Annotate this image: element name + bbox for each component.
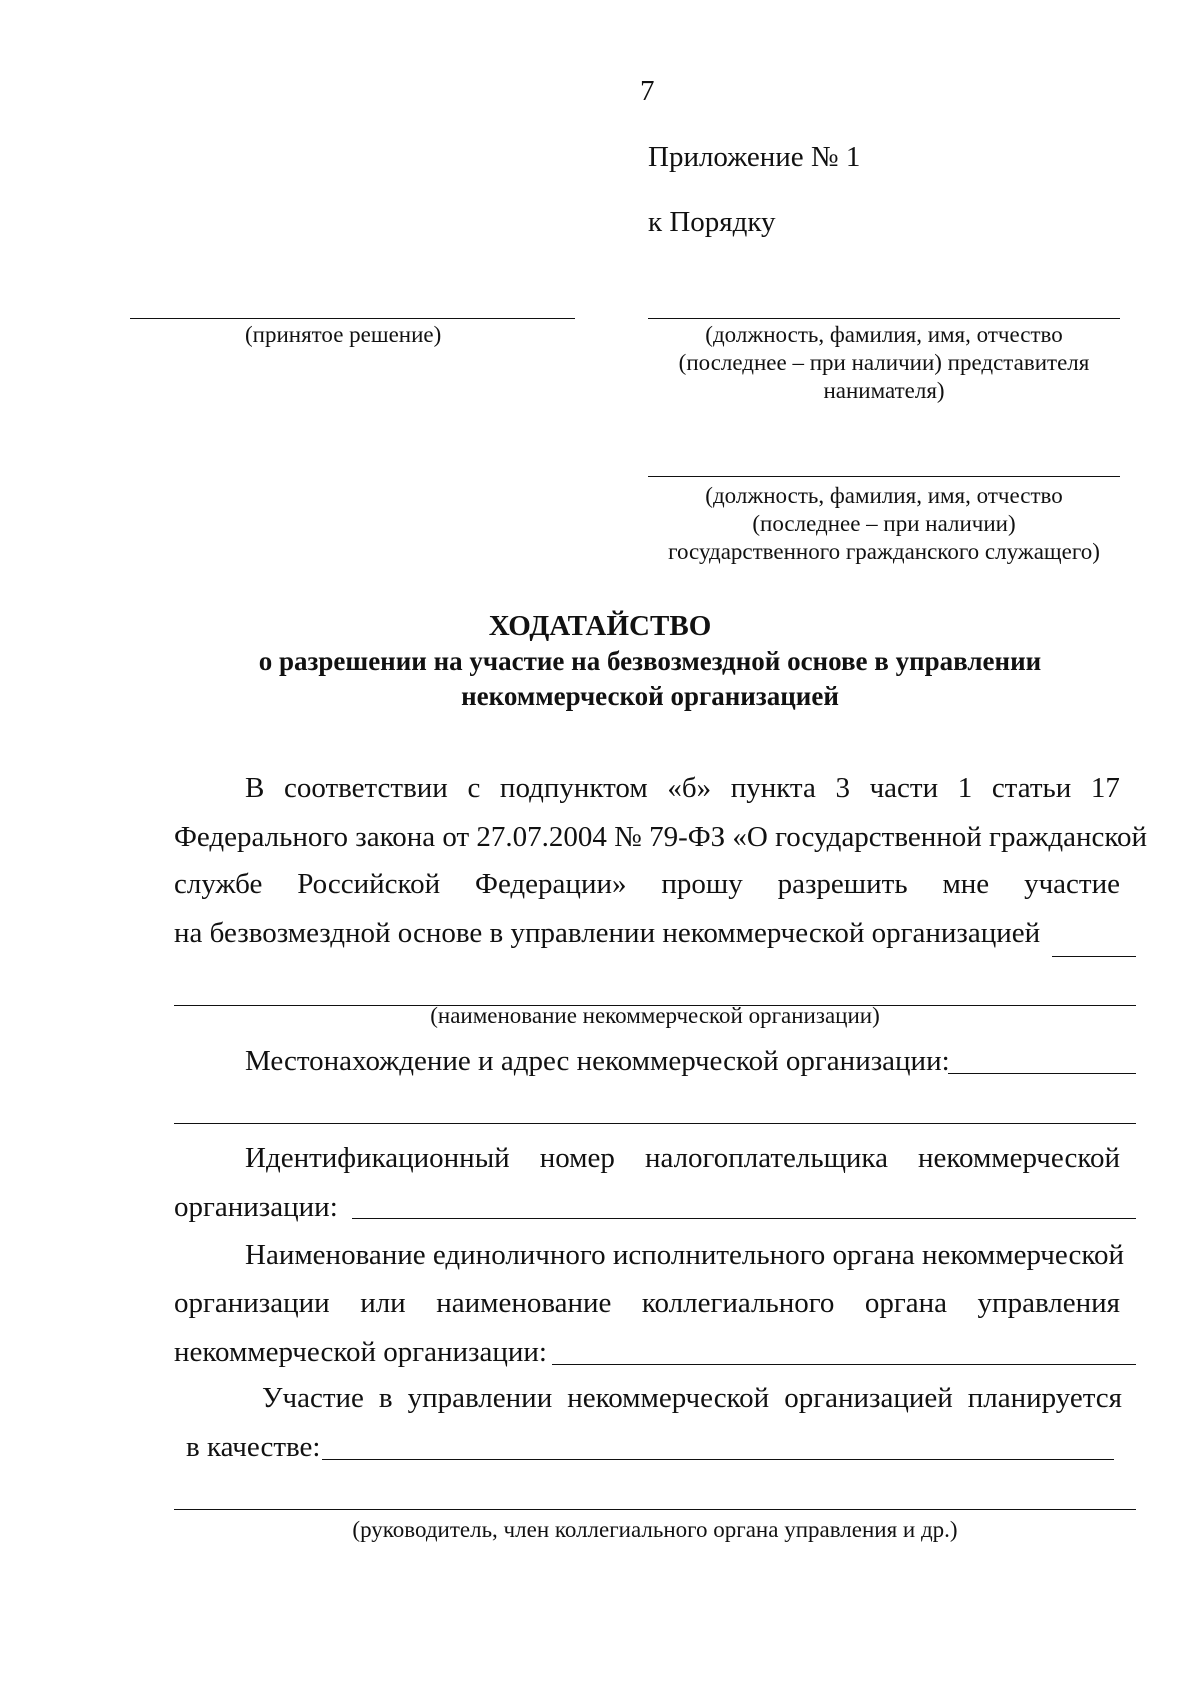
word: управления <box>977 1287 1120 1319</box>
role-caption: (руководитель, член коллегиального органа управления и др.) <box>352 1517 958 1542</box>
word: пункта <box>730 772 816 804</box>
word: организации <box>174 1287 330 1319</box>
word: 1 <box>957 772 973 804</box>
word: части <box>869 772 939 804</box>
word: разрешить <box>777 868 908 900</box>
word: службе <box>174 868 263 900</box>
participation-line-1 <box>262 1382 1122 1415</box>
role-field-start[interactable] <box>322 1459 1114 1460</box>
civil-servant-caption-line: (последнее – при наличии) <box>752 511 1016 536</box>
word: мне <box>942 868 990 900</box>
word: некоммерческой <box>567 1382 770 1414</box>
paragraph-1-line-3 <box>174 868 1120 901</box>
decision-caption: (принятое решение) <box>245 322 442 347</box>
word: Федерации» <box>475 868 627 900</box>
word: налогоплательщика <box>644 1142 888 1174</box>
word: планируется <box>967 1382 1122 1414</box>
word: В <box>245 772 265 804</box>
employer-rep-caption-line: (должность, фамилия, имя, отчество <box>705 322 1063 347</box>
employer-rep-caption <box>648 321 1120 405</box>
employer-rep-line <box>648 318 1120 319</box>
decision-line <box>130 318 575 319</box>
word: 17 <box>1090 772 1120 804</box>
civil-servant-caption-line: государственного гражданского служащего) <box>668 539 1100 564</box>
inn-field[interactable] <box>352 1218 1136 1219</box>
document-subtitle-2: некоммерческой организацией <box>461 681 839 711</box>
appendix-title: Приложение № 1 <box>648 141 861 173</box>
word: органа <box>864 1287 948 1319</box>
org-name-field-start[interactable] <box>1052 956 1136 957</box>
exec-line-1: Наименование единоличного исполнительного органа некоммерческой <box>245 1239 1124 1271</box>
civil-servant-caption <box>648 482 1120 566</box>
inn-line-2: организации: <box>174 1191 338 1223</box>
employer-rep-caption-line: нанимателя) <box>823 378 945 403</box>
word: организацией <box>784 1382 953 1414</box>
word: наименование <box>436 1287 612 1319</box>
document-subtitle-1: о разрешении на участие на безвозмездной основе в управлении <box>258 646 1042 676</box>
word: «б» <box>667 772 712 804</box>
paragraph-1-line-4: на безвозмездной основе в управлении некоммерческой организацией <box>174 917 1041 949</box>
word: Российской <box>297 868 441 900</box>
word: с <box>467 772 481 804</box>
org-name-caption: (наименование некоммерческой организации) <box>430 1003 880 1028</box>
paragraph-1-line-1 <box>245 772 1120 805</box>
word: номер <box>539 1142 615 1174</box>
word: управлении <box>407 1382 553 1414</box>
location-field-start[interactable] <box>948 1073 1136 1074</box>
word: участие <box>1024 868 1120 900</box>
word: некоммерческой <box>917 1142 1120 1174</box>
word: прошу <box>661 868 743 900</box>
employer-rep-caption-line: (последнее – при наличии) представителя <box>678 350 1090 375</box>
location-field[interactable] <box>174 1123 1136 1124</box>
exec-field[interactable] <box>552 1364 1136 1365</box>
civil-servant-line <box>648 476 1120 477</box>
word: подпунктом <box>499 772 648 804</box>
inn-line-1 <box>245 1142 1120 1175</box>
document-title: ХОДАТАЙСТВО <box>488 610 712 642</box>
role-field[interactable] <box>174 1509 1136 1510</box>
civil-servant-caption-line: (должность, фамилия, имя, отчество <box>705 483 1063 508</box>
location-label: Местонахождение и адрес некоммерческой организации: <box>245 1045 950 1077</box>
word: Идентификационный <box>245 1142 510 1174</box>
word: в <box>378 1382 393 1414</box>
page-number: 7 <box>640 75 655 107</box>
appendix-subtitle: к Порядку <box>648 206 776 238</box>
word: коллегиального <box>641 1287 835 1319</box>
word: 3 <box>835 772 850 804</box>
exec-line-2 <box>174 1287 1120 1320</box>
participation-line-2: в качестве: <box>186 1431 321 1463</box>
exec-line-3: некоммерческой организации: <box>174 1336 547 1368</box>
word: статьи <box>991 772 1072 804</box>
paragraph-1-line-2: Федерального закона от 27.07.2004 № 79-ФЗ «О государственной гражданской <box>174 821 1148 853</box>
word: соответствии <box>283 772 448 804</box>
word: Участие <box>262 1382 364 1414</box>
word: или <box>360 1287 406 1319</box>
